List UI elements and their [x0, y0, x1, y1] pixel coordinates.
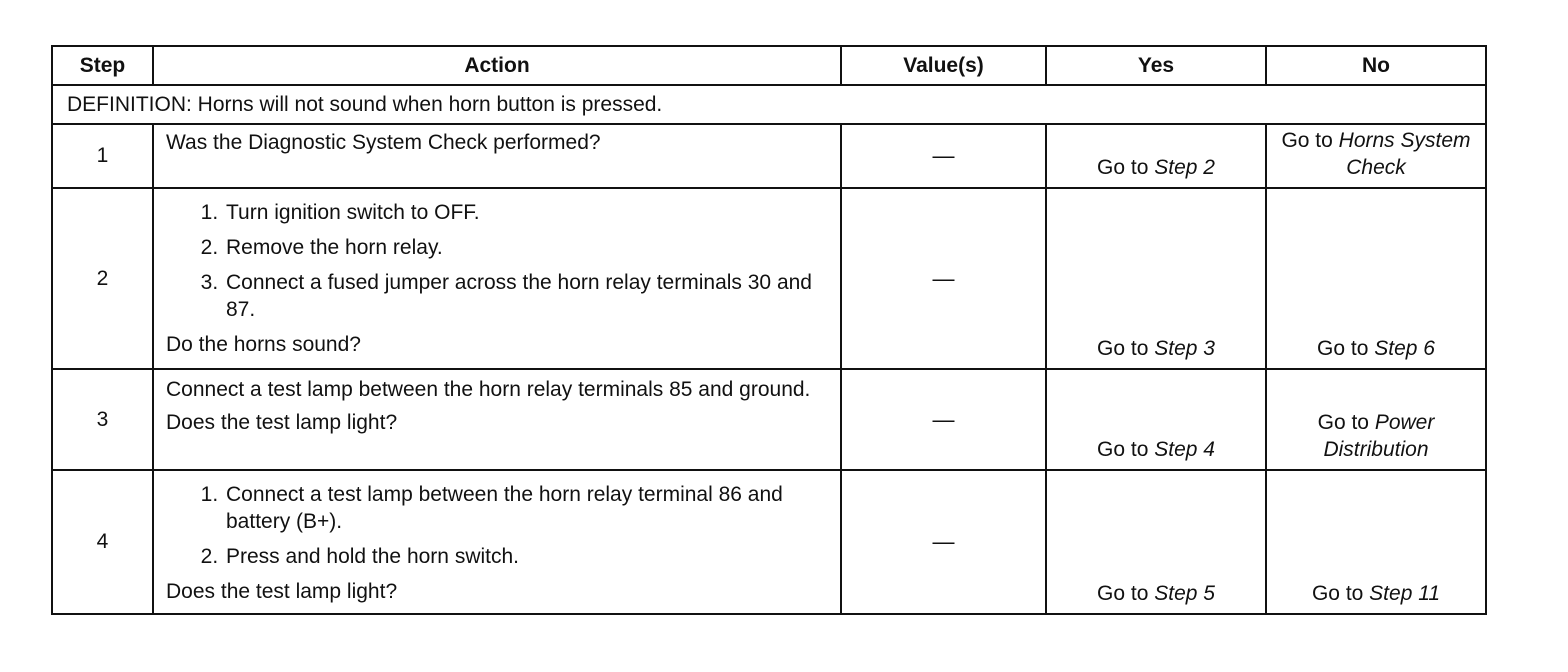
- step-number: 1: [52, 124, 153, 188]
- value-cell: —: [841, 470, 1046, 614]
- no-target: Power Distribution: [1323, 411, 1435, 461]
- value-cell: —: [841, 188, 1046, 369]
- table-row: [52, 369, 1486, 470]
- no-prefix: Go to: [1311, 582, 1370, 605]
- action-question: Does the test lamp light?: [166, 411, 398, 434]
- table-row: [52, 124, 1486, 188]
- value-cell: —: [841, 369, 1046, 470]
- yes-target: Step 4: [1154, 438, 1215, 461]
- action-cell: [153, 369, 841, 470]
- yes-cell: [1046, 369, 1266, 470]
- yes-target: Step 3: [1154, 337, 1215, 360]
- header-yes: Yes: [1046, 46, 1266, 85]
- table-row: [52, 470, 1486, 614]
- yes-cell: [1046, 188, 1266, 369]
- step-number: 3: [52, 369, 153, 470]
- definition-text: DEFINITION: Horns will not sound when horn button is pressed.: [52, 85, 1486, 124]
- step-number: 2: [52, 188, 153, 369]
- yes-cell: [1046, 470, 1266, 614]
- action-cell: [153, 470, 841, 614]
- list-item: 2. Remove the horn relay.: [224, 234, 828, 261]
- step-number: 4: [52, 470, 153, 614]
- no-target: Step 6: [1374, 337, 1435, 360]
- no-cell: [1266, 369, 1486, 470]
- header-step: Step: [52, 46, 153, 85]
- no-cell: [1266, 470, 1486, 614]
- header-row: [52, 46, 1486, 85]
- yes-target: Step 2: [1154, 156, 1215, 179]
- action-list: [166, 199, 828, 323]
- no-prefix: Go to: [1281, 129, 1339, 152]
- list-item: 3. Connect a fused jumper across the horn relay terminals 30 and 87.: [224, 269, 828, 323]
- no-target: Step 11: [1369, 582, 1441, 605]
- action-list: [166, 481, 828, 570]
- yes-prefix: Go to: [1097, 438, 1155, 461]
- action-question: Do the horns sound?: [166, 333, 361, 356]
- yes-prefix: Go to: [1097, 582, 1155, 605]
- definition-row: [52, 85, 1486, 124]
- list-item: 2. Press and hold the horn switch.: [224, 543, 828, 570]
- action-intro: Connect a test lamp between the horn relay terminals 85 and ground.: [166, 378, 811, 401]
- no-prefix: Go to: [1317, 337, 1375, 360]
- header-action: Action: [153, 46, 841, 85]
- header-values: Value(s): [841, 46, 1046, 85]
- diagnostic-table: [51, 45, 1487, 615]
- no-cell: [1266, 188, 1486, 369]
- yes-prefix: Go to: [1097, 337, 1155, 360]
- table-row: [52, 188, 1486, 369]
- list-item: 1. Turn ignition switch to OFF.: [224, 199, 828, 226]
- action-question: Was the Diagnostic System Check performed?: [166, 131, 601, 154]
- header-no: No: [1266, 46, 1486, 85]
- yes-prefix: Go to: [1097, 156, 1155, 179]
- no-target: Horns System Check: [1338, 129, 1471, 179]
- yes-cell: [1046, 124, 1266, 188]
- value-cell: —: [841, 124, 1046, 188]
- action-question: Does the test lamp light?: [166, 580, 398, 603]
- action-cell: [153, 124, 841, 188]
- action-cell: [153, 188, 841, 369]
- yes-target: Step 5: [1154, 582, 1215, 605]
- list-item: 1. Connect a test lamp between the horn relay terminal 86 and battery (B+).: [224, 481, 828, 535]
- no-cell: [1266, 124, 1486, 188]
- no-prefix: Go to: [1317, 411, 1375, 434]
